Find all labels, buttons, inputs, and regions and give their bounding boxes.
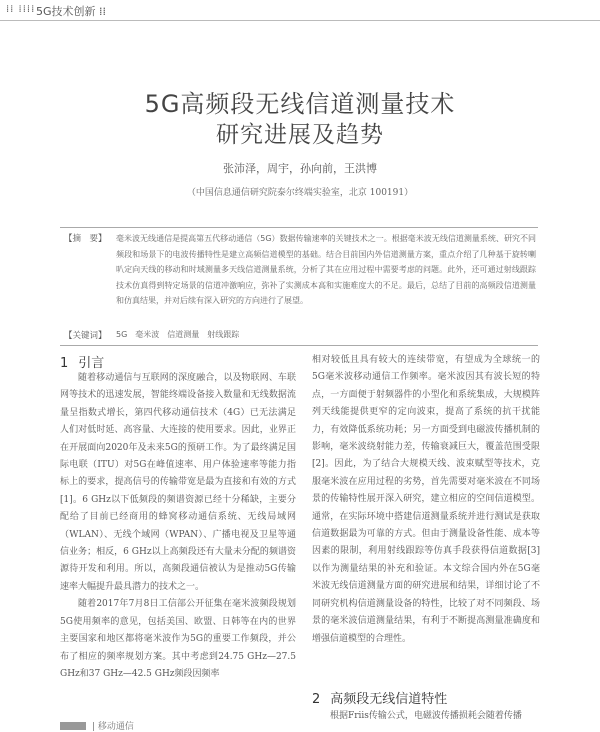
- header-divider: [0, 20, 600, 21]
- paper-authors: 张沛泽，周宇，孙向前，王洪博: [223, 162, 377, 175]
- abstract-label: 【摘 要】: [64, 234, 107, 244]
- section-2-heading: [312, 688, 447, 707]
- section-2-paragraph: 根据Friis传输公式，电磁波传播损耗会随着传播: [330, 711, 522, 721]
- abstract-text: 毫米波无线通信是提高第五代移动通信（5G）数据传输速率的关键技术之一。根据毫米波无线信道测量系统、研究不同频段和场景下的电波传播特性是建立高频信道模型的基础。结合目前国内外信道测量方案，重点介绍了几种基于旋转喇叭定向天线的移动和时域测量多天线信道测量系统，分析了其在应用过程中需要考虑的问题。此外，还可通过射线跟踪技术仿真得到特定场景的信道冲激响应，弥补了实测成本高和实施难度大的不足。最后，总结了目前的高频段信道测量和仿真结果，并对后续有深入研究的方向进行了展望。: [116, 234, 536, 305]
- right-column: [312, 352, 540, 648]
- keywords-label: 【关键词】: [64, 331, 107, 341]
- section-2-number: 2: [312, 692, 321, 707]
- left-column: [60, 370, 296, 683]
- section-2-title: 高频段无线信道特性: [330, 692, 448, 707]
- paper-title-line-2: 研究进展及趋势: [216, 122, 384, 148]
- section-1-paragraph: 随着2017年7月8日工信部公开征集在毫米波频段规划5G使用频率的意见，包括美国、欧盟、日韩等在内的世界主要国家和地区都将毫米波作为5G的重要工作频段，并公布了相应的频率规划方案。其中考虑到24.75 GHz—27.5 GHz和37 GHz—42.5 GHz频段因频率: [60, 599, 296, 679]
- header-section-title: 5G技术创新 ⁞⁞: [36, 5, 107, 18]
- abstract-bottom-rule: [60, 345, 538, 346]
- section-2-body: [312, 708, 540, 725]
- header-decoration: ⁞⁞ ⁞⁞⁞⁞: [6, 4, 36, 15]
- page-footer: [60, 720, 220, 730]
- section-1-number: 1: [60, 356, 69, 371]
- paper-affiliation: （中国信息通信研究院泰尔终端实验室，北京 100191）: [186, 188, 414, 198]
- paper-title-line-1: 5G高频段无线信道测量技术: [144, 90, 456, 118]
- keywords-text: 5G 毫米波 信道测量 射线跟踪: [116, 330, 240, 339]
- section-1-continued-paragraph: 相对较低且具有较大的连续带宽，有望成为全球统一的5G毫米波移动通信工作频率。毫米波因其有波长短的特点，一方面便于射频器件的小型化和系统集成，大规模阵列天线能提供更窄的定向波束，提高了系统的抗干扰能力，有效降低系统功耗；另一方面受到电磁波传播机制的影响，毫米波绕射能力差，传输衰减巨大，覆盖范围受限[2]。因此，为了结合大规模天线、波束赋型等技术，克服毫米波在应用过程的劣势，首先需要对毫米波在不同场景的传输特性展开深入研究，建立相应的空间信道模型。通常，在实际环境中搭建信道测量系统并进行测试是获取信道数据最为可靠的方式。但由于测量设备性能、成本等因素的限制，利用射线跟踪等仿真手段获得信道数据[3]以作为测量结果的补充和验证。本文综合国内外在5G毫米波无线信道测量方面的研究进展和结果，详细讨论了不同研究机构信道测量设备的特性，比较了对不同频段、场景的毫米波信道测量结果，有利于不断提高测量准确度和增强信道模型的合理性。: [312, 355, 540, 644]
- running-header: [0, 0, 600, 22]
- footer-page-box: [60, 722, 86, 730]
- section-1-paragraph: 随着移动通信与互联网的深度融合，以及物联网、车联网等技术的迅速发展，智能终端设备接入数量和无线数据流量呈指数式增长，第四代移动通信技术（4G）已无法满足人们对低时延、高容量、大连接的使用要求。因此，业界正在开展面向2020年及未来5G的预研工作。为了最终满足国际电联（ITU）对5G在峰值速率、用户体验速率等能力指标上的要求，提高信号的传输带宽是最为直接和有效的方式[1]。6 GHz以下低频段的频谱资源已经十分稀缺，主要分配给了目前已经商用的蜂窝移动通信系统、无线局域网（WLAN）、无线个域网（WPAN）、广播电视及卫星等通信业务；相反，6 GHz以上高频段还有大量未分配的频谱资源待开发和利用。所以，高频段通信被认为是推动5G传输速率大幅提升最具潜力的技术之一。: [60, 373, 296, 592]
- section-1-heading: [60, 352, 104, 371]
- footer-journal-name: | 移动通信: [92, 722, 134, 732]
- section-1-title: 引言: [78, 356, 105, 371]
- abstract-top-rule: [60, 227, 538, 228]
